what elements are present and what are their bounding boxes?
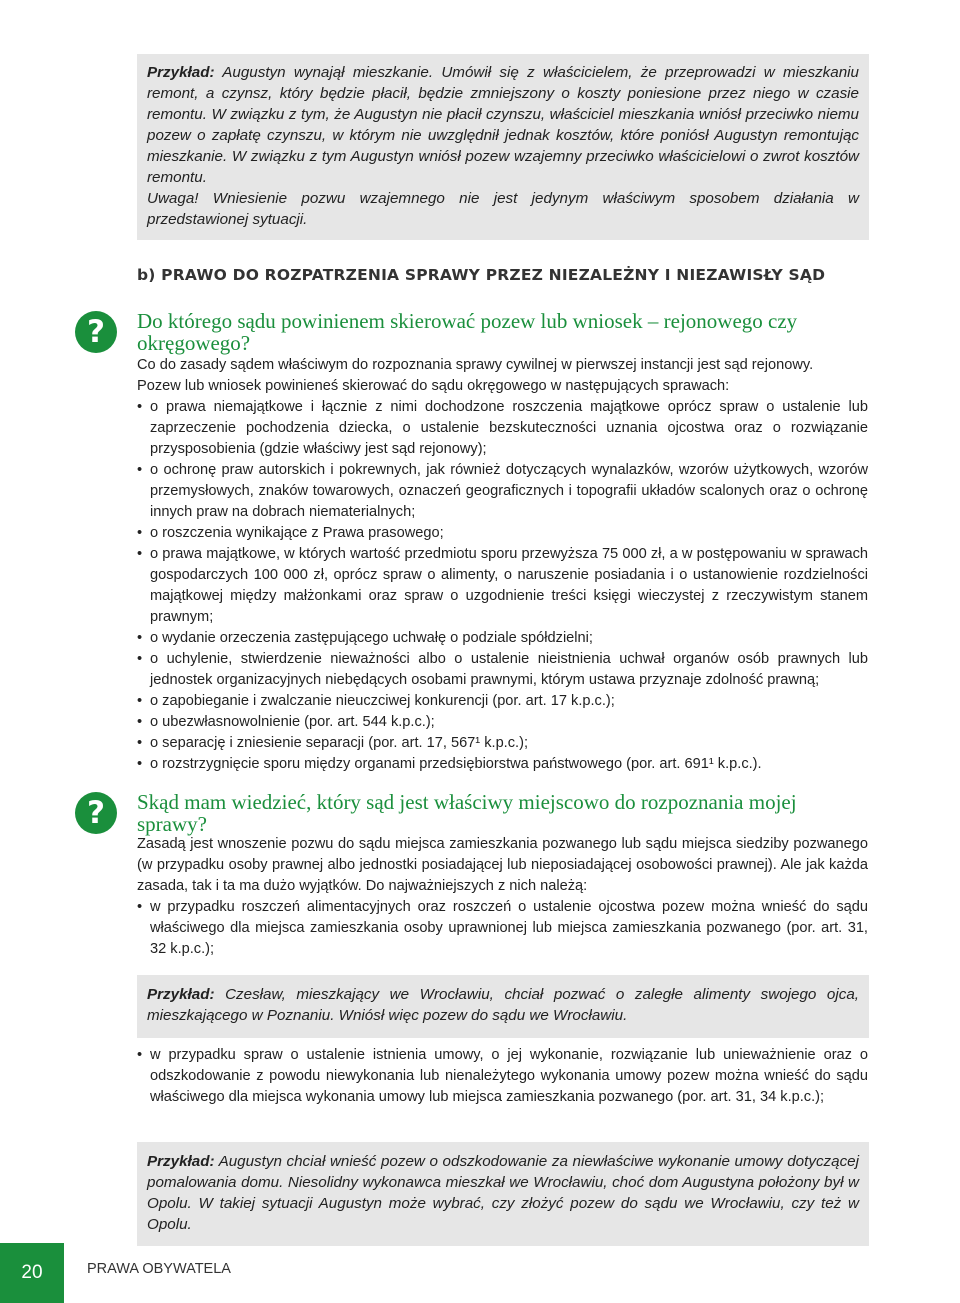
list-item: • o uchylenie, stwierdzenie nieważności albo o ustalenie nieistnienia uchwał organów osób prawnych lub jednostek organizacyjnych niebędących osobami prawnymi, którym ustawa przyznaje zdolność prawną; [137, 651, 868, 688]
paragraph: Pozew lub wniosek powinieneś skierować do sądu okręgowego w następujących sprawach: [137, 378, 730, 394]
bullet-icon: • [137, 693, 143, 709]
example-lead: Przykład: [147, 1153, 215, 1170]
question-heading-2: Skąd mam wiedzieć, który sąd jest właściwy miejscowo do rozpoznania mojej sprawy? [137, 790, 797, 836]
answer-2 [137, 834, 868, 960]
example-lead: Przykład: [147, 64, 215, 81]
list-item: • o prawa niemajątkowe i łącznie z nimi dochodzone roszczenia majątkowe oprócz spraw o ustalenie lub zaprzeczenie pochodzenia dziecka, o ustalenie bezskuteczności uznania ojcostwa oraz o rozwiązanie przysposobienia (gdzie właściwy jest sąd rejonowy); [137, 399, 868, 457]
bullet-icon: • [137, 525, 143, 541]
list-item: • o ochronę praw autorskich i pokrewnych, jak również dotyczących wynalazków, wzorów użytkowych, wzorów przemysłowych, znaków towarowych, oznaczeń geograficznych i topografii układów scalonych oraz o ochronę innych praw na dobrach niematerialnych; [137, 462, 868, 520]
paragraph: Co do zasady sądem właściwym do rozpoznania sprawy cywilnej w pierwszej instancji jest sąd rejonowy. [137, 357, 814, 373]
question-heading-1: Do którego sądu powinienem skierować pozew lub wniosek – rejonowego czy okręgowego? [137, 309, 798, 355]
list-item: • w przypadku spraw o ustalenie istnienia umowy, o jej wykonanie, rozwiązanie lub unieważnienie oraz o odszkodowanie z powodu niewykonania lub nienależytego wykonania umowy pozew można wnieść do sądu właściwego dla miejsca wykonania umowy lub miejsca zamieszkania pozwanego (por. art. 31, 34 k.p.c.); [137, 1047, 868, 1105]
example-box-2 [137, 975, 869, 1038]
question-mark-icon: ? [75, 792, 117, 834]
bullet-icon: • [137, 546, 143, 562]
example-text: Przykład: Augustyn chciał wnieść pozew o odszkodowanie za niewłaściwe wykonanie umowy dotyczącej pomalowania domu. Niesolidny wykonawca mieszkał we Wrocławiu, choć dom Augustyna położony był w Opolu. W takiej sytuacji Augustyn może wybrać, czy złożyć pozew do sądu we Wrocławiu, czy też w Opolu. [147, 1153, 859, 1233]
page-number: 20 [0, 1243, 64, 1303]
example-lead: Przykład: [147, 986, 215, 1003]
bullet-icon: • [137, 756, 143, 772]
bullet-list-2 [137, 897, 868, 960]
list-item: • o zapobieganie i zwalczanie nieuczciwej konkurencji (por. art. 17 k.p.c.); [137, 691, 868, 712]
answer-1 [137, 355, 868, 775]
bullet-icon: • [137, 714, 143, 730]
bullet-list-3 [137, 1045, 868, 1108]
list-item: • o ubezwłasnowolnienie (por. art. 544 k.p.c.); [137, 712, 868, 733]
example-box-1 [137, 54, 869, 240]
section-heading: b) PRAWO DO ROZPATRZENIA SPRAWY PRZEZ NIEZALEŻNY I NIEZAWISŁY SĄD [137, 266, 826, 284]
list-item: • o roszczenia wynikające z Prawa prasowego; [137, 523, 868, 544]
example-text: Przykład: Czesław, mieszkający we Wrocławiu, chciał pozwać o zaległe alimenty swojego ojca, mieszkającego w Poznaniu. Wniósł więc pozew do sądu we Wrocławiu. [147, 986, 859, 1024]
bullet-icon: • [137, 735, 143, 751]
list-item: • o separację i zniesienie separacji (por. art. 17, 567¹ k.p.c.); [137, 733, 868, 754]
warning-text: Uwaga! Wniesienie pozwu wzajemnego nie jest jedynym właściwym sposobem działania w przedstawionej sytuacji. [147, 190, 859, 228]
list-item: • o wydanie orzeczenia zastępującego uchwałę o podziale spółdzielni; [137, 628, 868, 649]
bullet-list-1 [137, 397, 868, 775]
paragraph: Zasadą jest wnoszenie pozwu do sądu miejsca zamieszkania pozwanego lub sądu miejsca siedziby pozwanego (w przypadku osoby prawnej albo jednostki posiadającej lub nieposiadającej osobowości prawnej). Ale jak każda zasada, tak i ta ma dużo wyjątków. Do najważniejszych z nich należą: [137, 836, 868, 894]
list-item: • o rozstrzygnięcie sporu między organami przedsiębiorstwa państwowego (por. art. 691¹ k.p.c.). [137, 754, 868, 775]
bullet-icon: • [137, 630, 143, 646]
bullet-icon: • [137, 399, 143, 415]
example-text: Przykład: Augustyn wynajął mieszkanie. Umówił się z właścicielem, że przeprowadzi w mieszkaniu remont, a czynsz, który będzie płacił, będzie zmniejszony o koszty poniesione przez niego w czasie remontu. W związku z tym, że Augustyn nie płacił czynszu, właściciel mieszkania wniósł przeciwko niemu pozew o zapłatę czynszu, w którym nie uwzględnił jednak kosztów, które poniósł Augustyn remontując mieszkanie. W związku z tym Augustyn wniósł pozew wzajemny przeciwko właścicielowi o zwrot kosztów remontu. [147, 64, 859, 186]
example-box-3 [137, 1142, 869, 1246]
bullet-icon: • [137, 1047, 143, 1063]
answer-2-continued [137, 1045, 868, 1108]
footer-title: PRAWA OBYWATELA [87, 1261, 231, 1277]
bullet-icon: • [137, 651, 143, 667]
list-item: • w przypadku roszczeń alimentacyjnych oraz roszczeń o ustalenie ojcostwa pozew można wnieść do sądu właściwego dla miejsca zamieszkania osoby uprawnionej lub miejsca zamieszkania pozwanego (por. art. 31, 32 k.p.c.); [137, 899, 868, 957]
bullet-icon: • [137, 899, 143, 915]
question-mark-icon: ? [75, 311, 117, 353]
list-item: • o prawa majątkowe, w których wartość przedmiotu sporu przewyższa 75 000 zł, a w postępowaniu w sprawach gospodarczych 100 000 zł, oprócz spraw o alimenty, o naruszenie posiadania i o ustanowienie rozdzielności majątkowej między małżonkami oraz spraw o uzgodnienie treści księgi wieczystej z rzeczywistym stanem prawnym; [137, 546, 868, 625]
bullet-icon: • [137, 462, 143, 478]
